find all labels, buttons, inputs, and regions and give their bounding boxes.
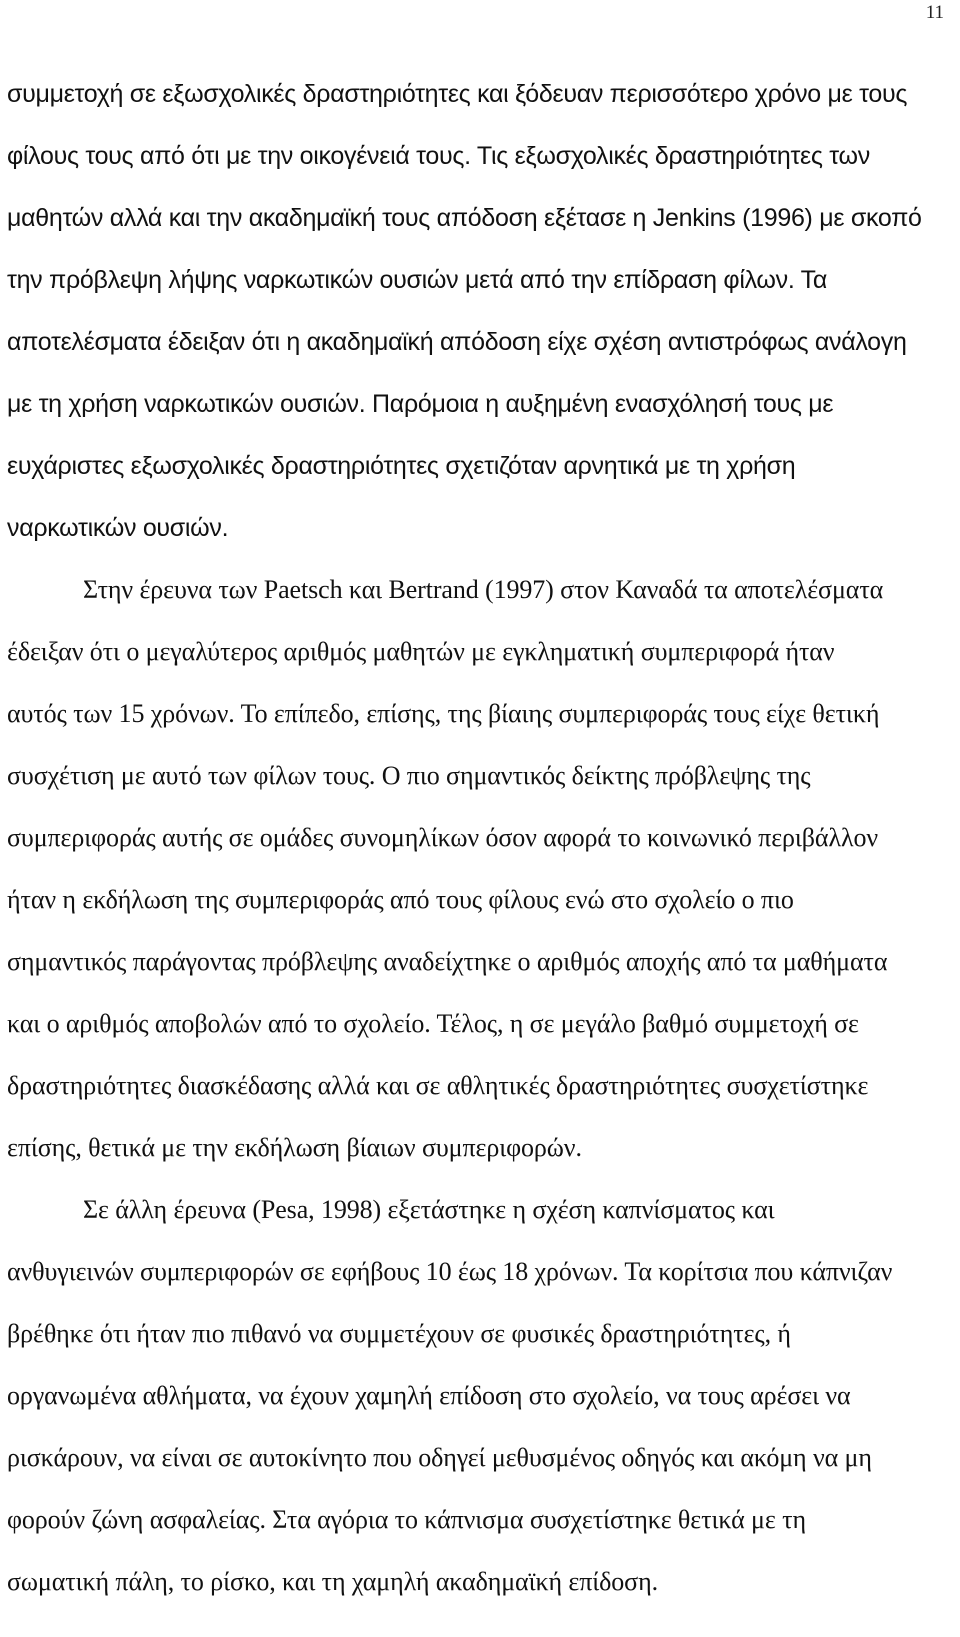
text-line: αυτός των 15 χρόνων. Το επίπεδο, επίσης, της βίαιης συμπεριφοράς τους είχε θετική [7, 699, 880, 728]
text-line: σωματική πάλη, το ρίσκο, και τη χαμηλή ακαδημαϊκή επίδοση. [7, 1567, 658, 1596]
text-line: ναρκωτικών ουσιών. [7, 514, 229, 542]
text-line: οργανωμένα αθλήματα, να έχουν χαμηλή επίδοση στο σχολείο, να τους αρέσει να [7, 1381, 851, 1410]
text-line: αποτελέσματα έδειξαν ότι η ακαδημαϊκή απόδοση είχε σχέση αντιστρόφως ανάλογη [7, 328, 907, 356]
text-line: Στην έρευνα των Paetsch και Bertrand (1997) στον Καναδά τα αποτελέσματα [83, 575, 884, 604]
text-line: σημαντικός παράγοντας πρόβλεψης αναδείχτηκε ο αριθμός αποχής από τα μαθήματα [7, 947, 888, 976]
text-line: ρισκάρουν, να είναι σε αυτοκίνητο που οδηγεί μεθυσμένος οδηγός και ακόμη να μη [7, 1443, 872, 1472]
text-line: συμμετοχή σε εξωσχολικές δραστηριότητες και ξόδευαν περισσότερο χρόνο με τους [7, 80, 908, 108]
text-line: φορούν ζώνη ασφαλείας. Στα αγόρια το κάπνισμα συσχετίστηκε θετικά με τη [7, 1505, 806, 1534]
text-line: ευχάριστες εξωσχολικές δραστηριότητες σχετιζόταν αρνητικά με τη χρήση [7, 452, 796, 480]
text-line: Σε άλλη έρευνα (Pesa, 1998) εξετάστηκε η σχέση καπνίσματος και [83, 1195, 775, 1224]
text-line: φίλους τους από ότι με την οικογένειά τους. Τις εξωσχολικές δραστηριότητες των [7, 142, 870, 170]
text-line: επίσης, θετικά με την εκδήλωση βίαιων συμπεριφορών. [7, 1133, 582, 1162]
text-line: την πρόβλεψη λήψης ναρκωτικών ουσιών μετά από την επίδραση φίλων. Τα [7, 266, 828, 294]
text-line: έδειξαν ότι ο μεγαλύτερος αριθμός μαθητών με εγκληματική συμπεριφορά ήταν [7, 637, 835, 666]
text-line: συσχέτιση με αυτό των φίλων τους. Ο πιο σημαντικός δείκτης πρόβλεψης της [7, 761, 811, 790]
text-line: με τη χρήση ναρκωτικών ουσιών. Παρόμοια η αυξημένη ενασχόλησή τους με [7, 390, 834, 418]
page-number: 11 [925, 2, 944, 23]
text-line: βρέθηκε ότι ήταν πιο πιθανό να συμμετέχουν σε φυσικές δραστηριότητες, ή [7, 1319, 791, 1348]
text-line: μαθητών αλλά και την ακαδημαϊκή τους απόδοση εξέτασε η Jenkins (1996) με σκοπό [7, 204, 922, 232]
text-line: δραστηριότητες διασκέδασης αλλά και σε αθλητικές δραστηριότητες συσχετίστηκε [7, 1071, 869, 1100]
text-line: ανθυγιεινών συμπεριφορών σε εφήβους 10 έως 18 χρόνων. Τα κορίτσια που κάπνιζαν [7, 1257, 893, 1286]
text-line: και ο αριθμός αποβολών από το σχολείο. Τέλος, η σε μεγάλο βαθμό συμμετοχή σε [7, 1009, 859, 1038]
text-line: ήταν η εκδήλωση της συμπεριφοράς από τους φίλους ενώ στο σχολείο ο πιο [7, 885, 794, 914]
text-line: συμπεριφοράς αυτής σε ομάδες συνομηλίκων όσον αφορά το κοινωνικό περιβάλλον [7, 823, 879, 852]
